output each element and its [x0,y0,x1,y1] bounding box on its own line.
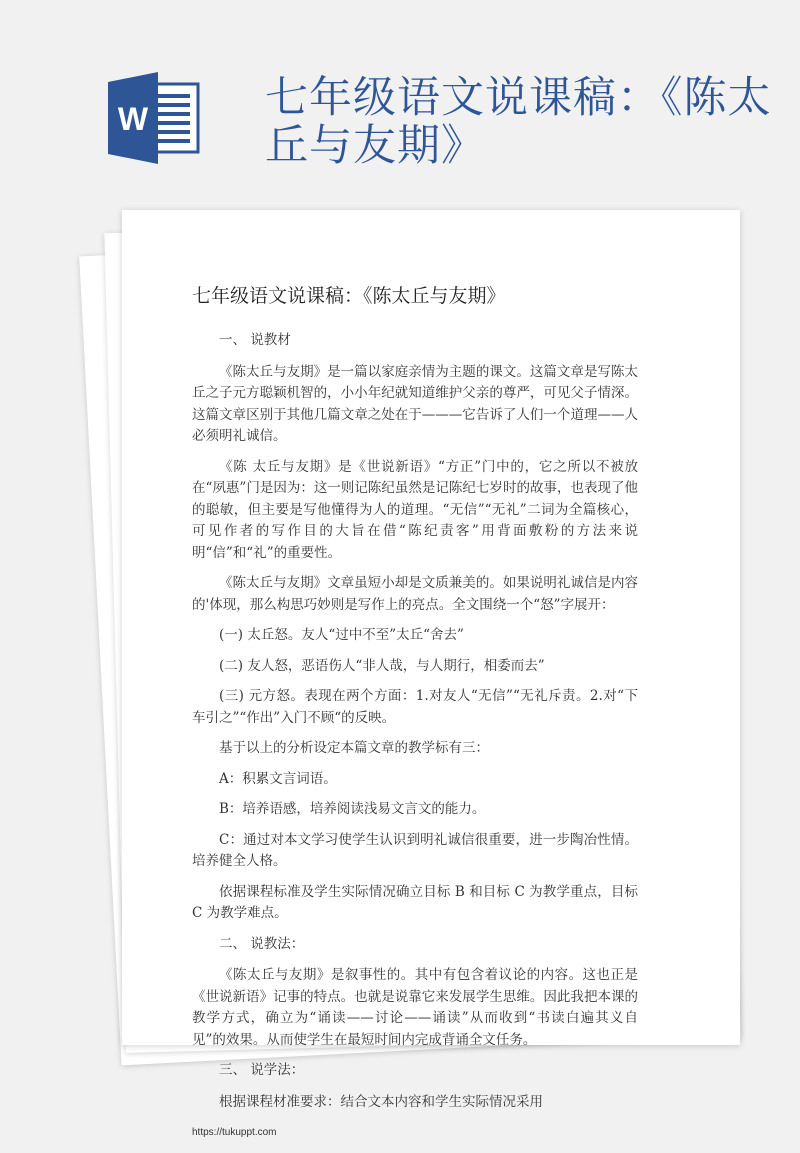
paragraph: C：通过对本文学习使学生认识到明礼诚信很重要，进一步陶冶性情。培养健全人格。 [192,831,638,869]
paragraph: (一) 太丘怒。友人“过中不至”太丘“舍去” [219,627,464,643]
paragraph: 《陈 太丘与友期》是《世说新语》“方正”门中的，它之所以不被放在“夙惠”门是因为：这一则记陈纪虽然是记陈纪七岁时的故事，也表现了他的聪敏，但主要是写他懂得为人的道理。“无信”“无礼”二词为全篇核心，可见作者的写作目的大旨在借“陈纪责客”用背面敷粉的方法来说明“信”和“礼”的重要性。 [192,458,638,561]
paragraph: 《陈太丘与友期》是叙事性的。其中有包含着议论的内容。这也正是《世说新语》记事的特点。也就是说靠它来发展学生思维。因此我把本课的教学方式，确立为“诵读——讨论——诵读”从而收到“书读白遍其义自见”的效果。从而使学生在最短时间内完成背诵全文任务。 [192,967,638,1048]
paragraph: B：培养语感，培养阅读浅易文言文的能力。 [219,801,486,817]
paragraph: (二) 友人怒，恶语伤人“非人哉，与人期行，相委而去” [219,657,545,674]
section-heading: 三、 说学法： [219,1062,305,1078]
paragraph: A：积累文言词语。 [219,770,337,787]
word-icon-letter: W [117,101,149,137]
paragraph: (三) 元方怒。表现在两个方面：1.对友人“无信”“无礼斥责。2.对“下车引之”“作出”入门不顾“的反映。 [192,688,638,726]
source-link[interactable]: https://tukuppt.com [192,1127,277,1138]
document-body [192,284,638,1153]
document-page [122,210,740,1138]
word-document-icon [108,70,200,166]
paragraph: 依据课程标准及学生实际情况确立目标 B 和目标 C 为教学重点，目标 C 为教学难点。 [192,883,638,921]
hero-title: 七年级语文说课稿：《陈太丘与友期》 [265,73,772,171]
paragraph: 根据课程材准要求：结合文本内容和学生实际情况采用 [219,1093,543,1110]
paragraph: 《陈太丘与友期》文章虽短小却是文质兼美的。如果说明礼诚信是内容的'体现，那么构思巧妙则是写作上的亮点。全文围绕一个“怒”字展开： [192,575,638,613]
section-heading: 二、 说教法： [219,935,305,952]
section-heading: 一、 说教材 [219,332,291,348]
paragraph: 基于以上的分析设定本篇文章的教学标有三： [219,740,489,756]
paragraph: 《陈太丘与友期》是一篇以家庭亲情为主题的课文。这篇文章是写陈太丘之子元方聪颖机智的，小小年纪就知道维护父亲的尊严，可见父子情深。这篇文章区别于其他几篇文章之处在于———它告诉了人们一个道理——人必须明礼诚信。 [192,363,638,444]
document-title: 七年级语文说课稿：《陈太丘与友期》 [192,285,506,307]
